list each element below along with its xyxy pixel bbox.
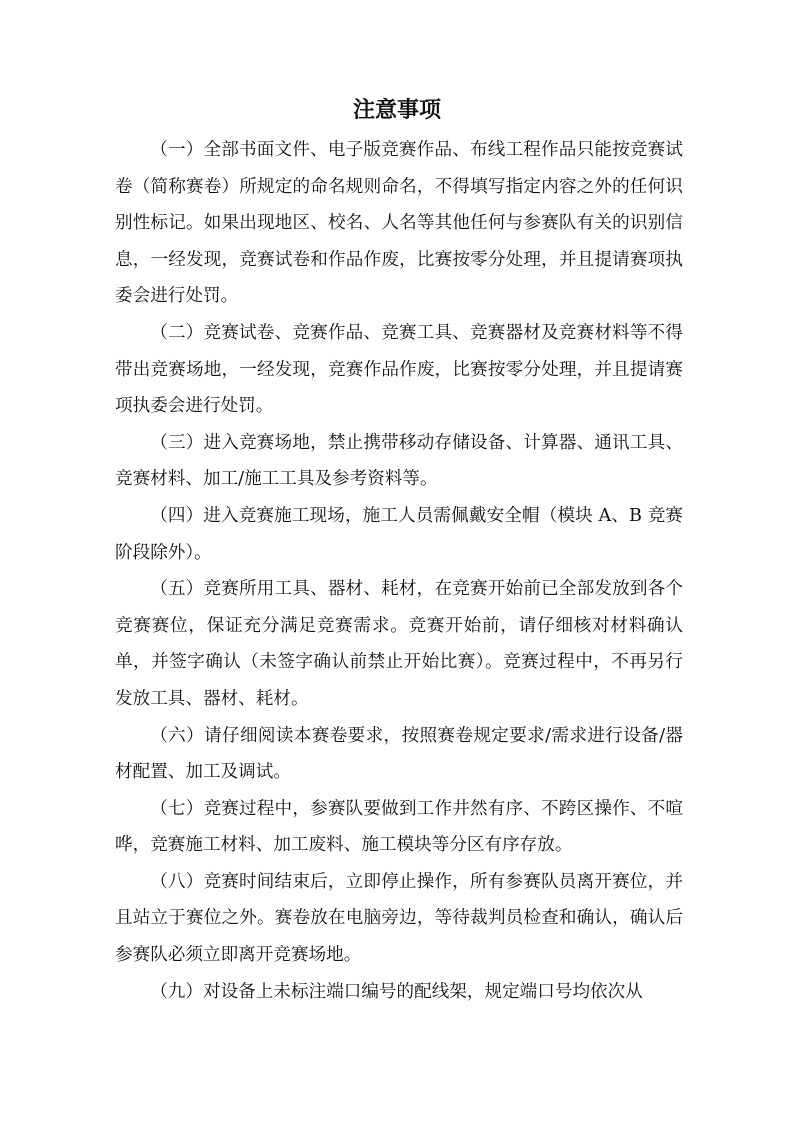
paragraph-9: （九）对设备上未标注端口编号的配线架，规定端口号均依次从: [150, 981, 643, 1002]
paragraph-1: （一）全部书面文件、电子版竞赛作品、布线工程作品只能按竞赛试卷（简称赛卷）所规定的命名规则命名，不得填写指定内容之外的任何识别性标记。如果出现地区、校名、人名等其他任何与参赛队有关的识别信息，一经发现，竞赛试卷和作品作废，比赛按零分处理，并且提请赛项执委会进行处罚。: [115, 140, 683, 307]
paragraph-4: （四）进入竞赛施工现场，施工人员需佩戴安全帽（模块 A、B 竞赛阶段除外）。: [115, 505, 683, 563]
paragraph-6: （六）请仔细阅读本赛卷要求，按照赛卷规定要求/需求进行设备/器材配置、加工及调试。: [115, 725, 683, 783]
page-title: 注意事项: [352, 98, 441, 123]
paragraph-3: （三）进入竞赛场地，禁止携带移动存储设备、计算器、通讯工具、竞赛材料、加工/施工工具及参考资料等。: [115, 432, 683, 490]
paragraph-8: （八）竞赛时间结束后，立即停止操作，所有参赛队员离开赛位，并且站立于赛位之外。赛卷放在电脑旁边，等待裁判员检查和确认，确认后参赛队必须立即离开竞赛场地。: [115, 871, 683, 966]
paragraph-5: （五）竞赛所用工具、器材、耗材，在竞赛开始前已全部发放到各个竞赛赛位，保证充分满足竞赛需求。竞赛开始前，请仔细核对材料确认单，并签字确认（未签字确认前禁止开始比赛）。竞赛过程中，不再另行发放工具、器材、耗材。: [115, 579, 683, 709]
paragraph-2: （二）竞赛试卷、竞赛作品、竞赛工具、竞赛器材及竞赛材料等不得带出竞赛场地，一经发现，竞赛作品作废，比赛按零分处理，并且提请赛项执委会进行处罚。: [115, 322, 683, 417]
paragraph-7: （七）竞赛过程中，参赛队要做到工作井然有序、不跨区操作、不喧哗，竞赛施工材料、加工废料、施工模块等分区有序存放。: [115, 798, 683, 856]
document-body: [115, 132, 683, 1010]
